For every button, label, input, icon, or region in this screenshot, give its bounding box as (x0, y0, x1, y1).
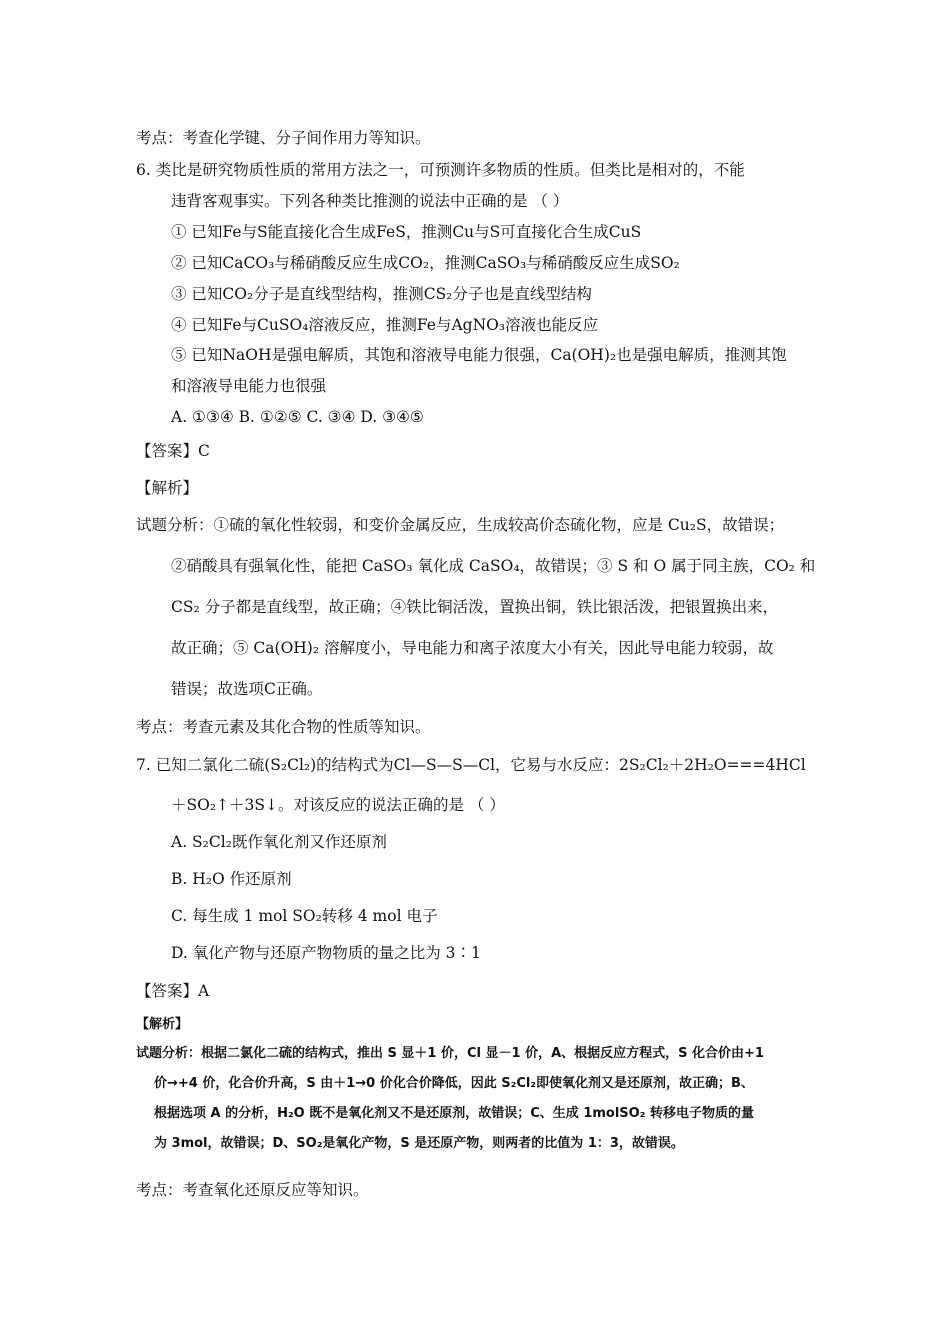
analysis-6-line-4: 故正确；⑤ Ca(OH)₂ 溶解度小，导电能力和离子浓度大小有关，因此导电能力较弱，故 (171, 639, 774, 657)
question-7-option-a: A. S₂Cl₂既作氧化剂又作还原剂 (171, 833, 387, 851)
question-6-statement-4: ④ 已知Fe与CuSO₄溶液反应，推测Fe与AgNO₃溶液也能反应 (171, 316, 599, 334)
question-7-stem-line-2: ＋SO₂↑＋3S↓。对该反应的说法正确的是 （ ） (171, 796, 505, 814)
analysis-6-line-3: CS₂ 分子都是直线型，故正确；④铁比铜活泼，置换出铜，铁比银活泼，把银置换出来， (171, 598, 779, 616)
knowledge-point-q6: 考点：考查元素及其化合物的性质等知识。 (136, 718, 431, 736)
analysis-7-line-2: 价→+4 价，化合价升高，S 由＋1→0 价化合价降低，因此 S₂Cl₂即使氧化剂又是还原剂，故正确；B、 (154, 1076, 754, 1091)
knowledge-point-q5: 考点：考查化学键、分子间作用力等知识。 (136, 129, 431, 147)
question-6-stem-line-1: 6. 类比是研究物质性质的常用方法之一，可预测许多物质的性质。但类比是相对的，不能 (136, 161, 745, 179)
question-7-option-b: B. H₂O 作还原剂 (171, 870, 292, 888)
question-6-statement-3: ③ 已知CO₂分子是直线型结构，推测CS₂分子也是直线型结构 (171, 285, 592, 303)
question-6-statement-2: ② 已知CaCO₃与稀硝酸反应生成CO₂，推测CaSO₃与稀硝酸反应生成SO₂ (171, 254, 680, 272)
question-7-option-c: C. 每生成 1 mol SO₂转移 4 mol 电子 (171, 907, 438, 925)
analysis-6-line-1: 试题分析：①硫的氧化性较弱，和变价金属反应，生成较高价态硫化物，应是 Cu₂S，故错误； (136, 516, 785, 534)
question-7-option-d: D. 氧化产物与还原产物物质的量之比为 3∶1 (171, 944, 481, 962)
analysis-7-line-4: 为 3mol，故错误；D、SO₂是氧化产物，S 是还原产物，则两者的比值为 1：3，故错误。 (154, 1136, 684, 1151)
question-7-stem-line-1: 7. 已知二氯化二硫(S₂Cl₂)的结构式为Cl—S—S—Cl，它易与水反应：2S₂Cl₂＋2H₂O===4HCl (136, 756, 806, 774)
analysis-7-line-3: 根据选项 A 的分析，H₂O 既不是氧化剂又不是还原剂，故错误；C、生成 1molSO₂ 转移电子物质的量 (154, 1106, 754, 1121)
analysis-7-heading: 【解析】 (136, 1017, 189, 1032)
question-6-statement-5-line-2: 和溶液导电能力也很强 (171, 377, 327, 395)
analysis-6-line-2: ②硝酸具有强氧化性，能把 CaSO₃ 氧化成 CaSO₄，故错误；③ S 和 O 属于同主族，CO₂ 和 (171, 557, 816, 575)
analysis-6-heading: 【解析】 (136, 479, 199, 497)
analysis-7-line-1: 试题分析：根据二氯化二硫的结构式，推出 S 显＋1 价，Cl 显－1 价，A、根据反应方程式，S 化合价由+1 (136, 1046, 764, 1061)
question-6-statement-1: ① 已知Fe与S能直接化合生成FeS，推测Cu与S可直接化合生成CuS (171, 223, 642, 241)
answer-7: 【答案】A (136, 982, 210, 1000)
answer-6: 【答案】C (136, 442, 210, 460)
question-6-stem-line-2: 违背客观事实。下列各种类比推测的说法中正确的是 （ ） (171, 192, 569, 210)
question-6-statement-5-line-1: ⑤ 已知NaOH是强电解质，其饱和溶液导电能力很强，Ca(OH)₂也是强电解质，推测其饱 (171, 346, 787, 364)
analysis-6-line-5: 错误；故选项C正确。 (171, 680, 323, 698)
knowledge-point-q7: 考点：考查氧化还原反应等知识。 (136, 1181, 369, 1199)
question-6-options: A. ①③④ B. ①②⑤ C. ③④ D. ③④⑤ (171, 408, 424, 426)
